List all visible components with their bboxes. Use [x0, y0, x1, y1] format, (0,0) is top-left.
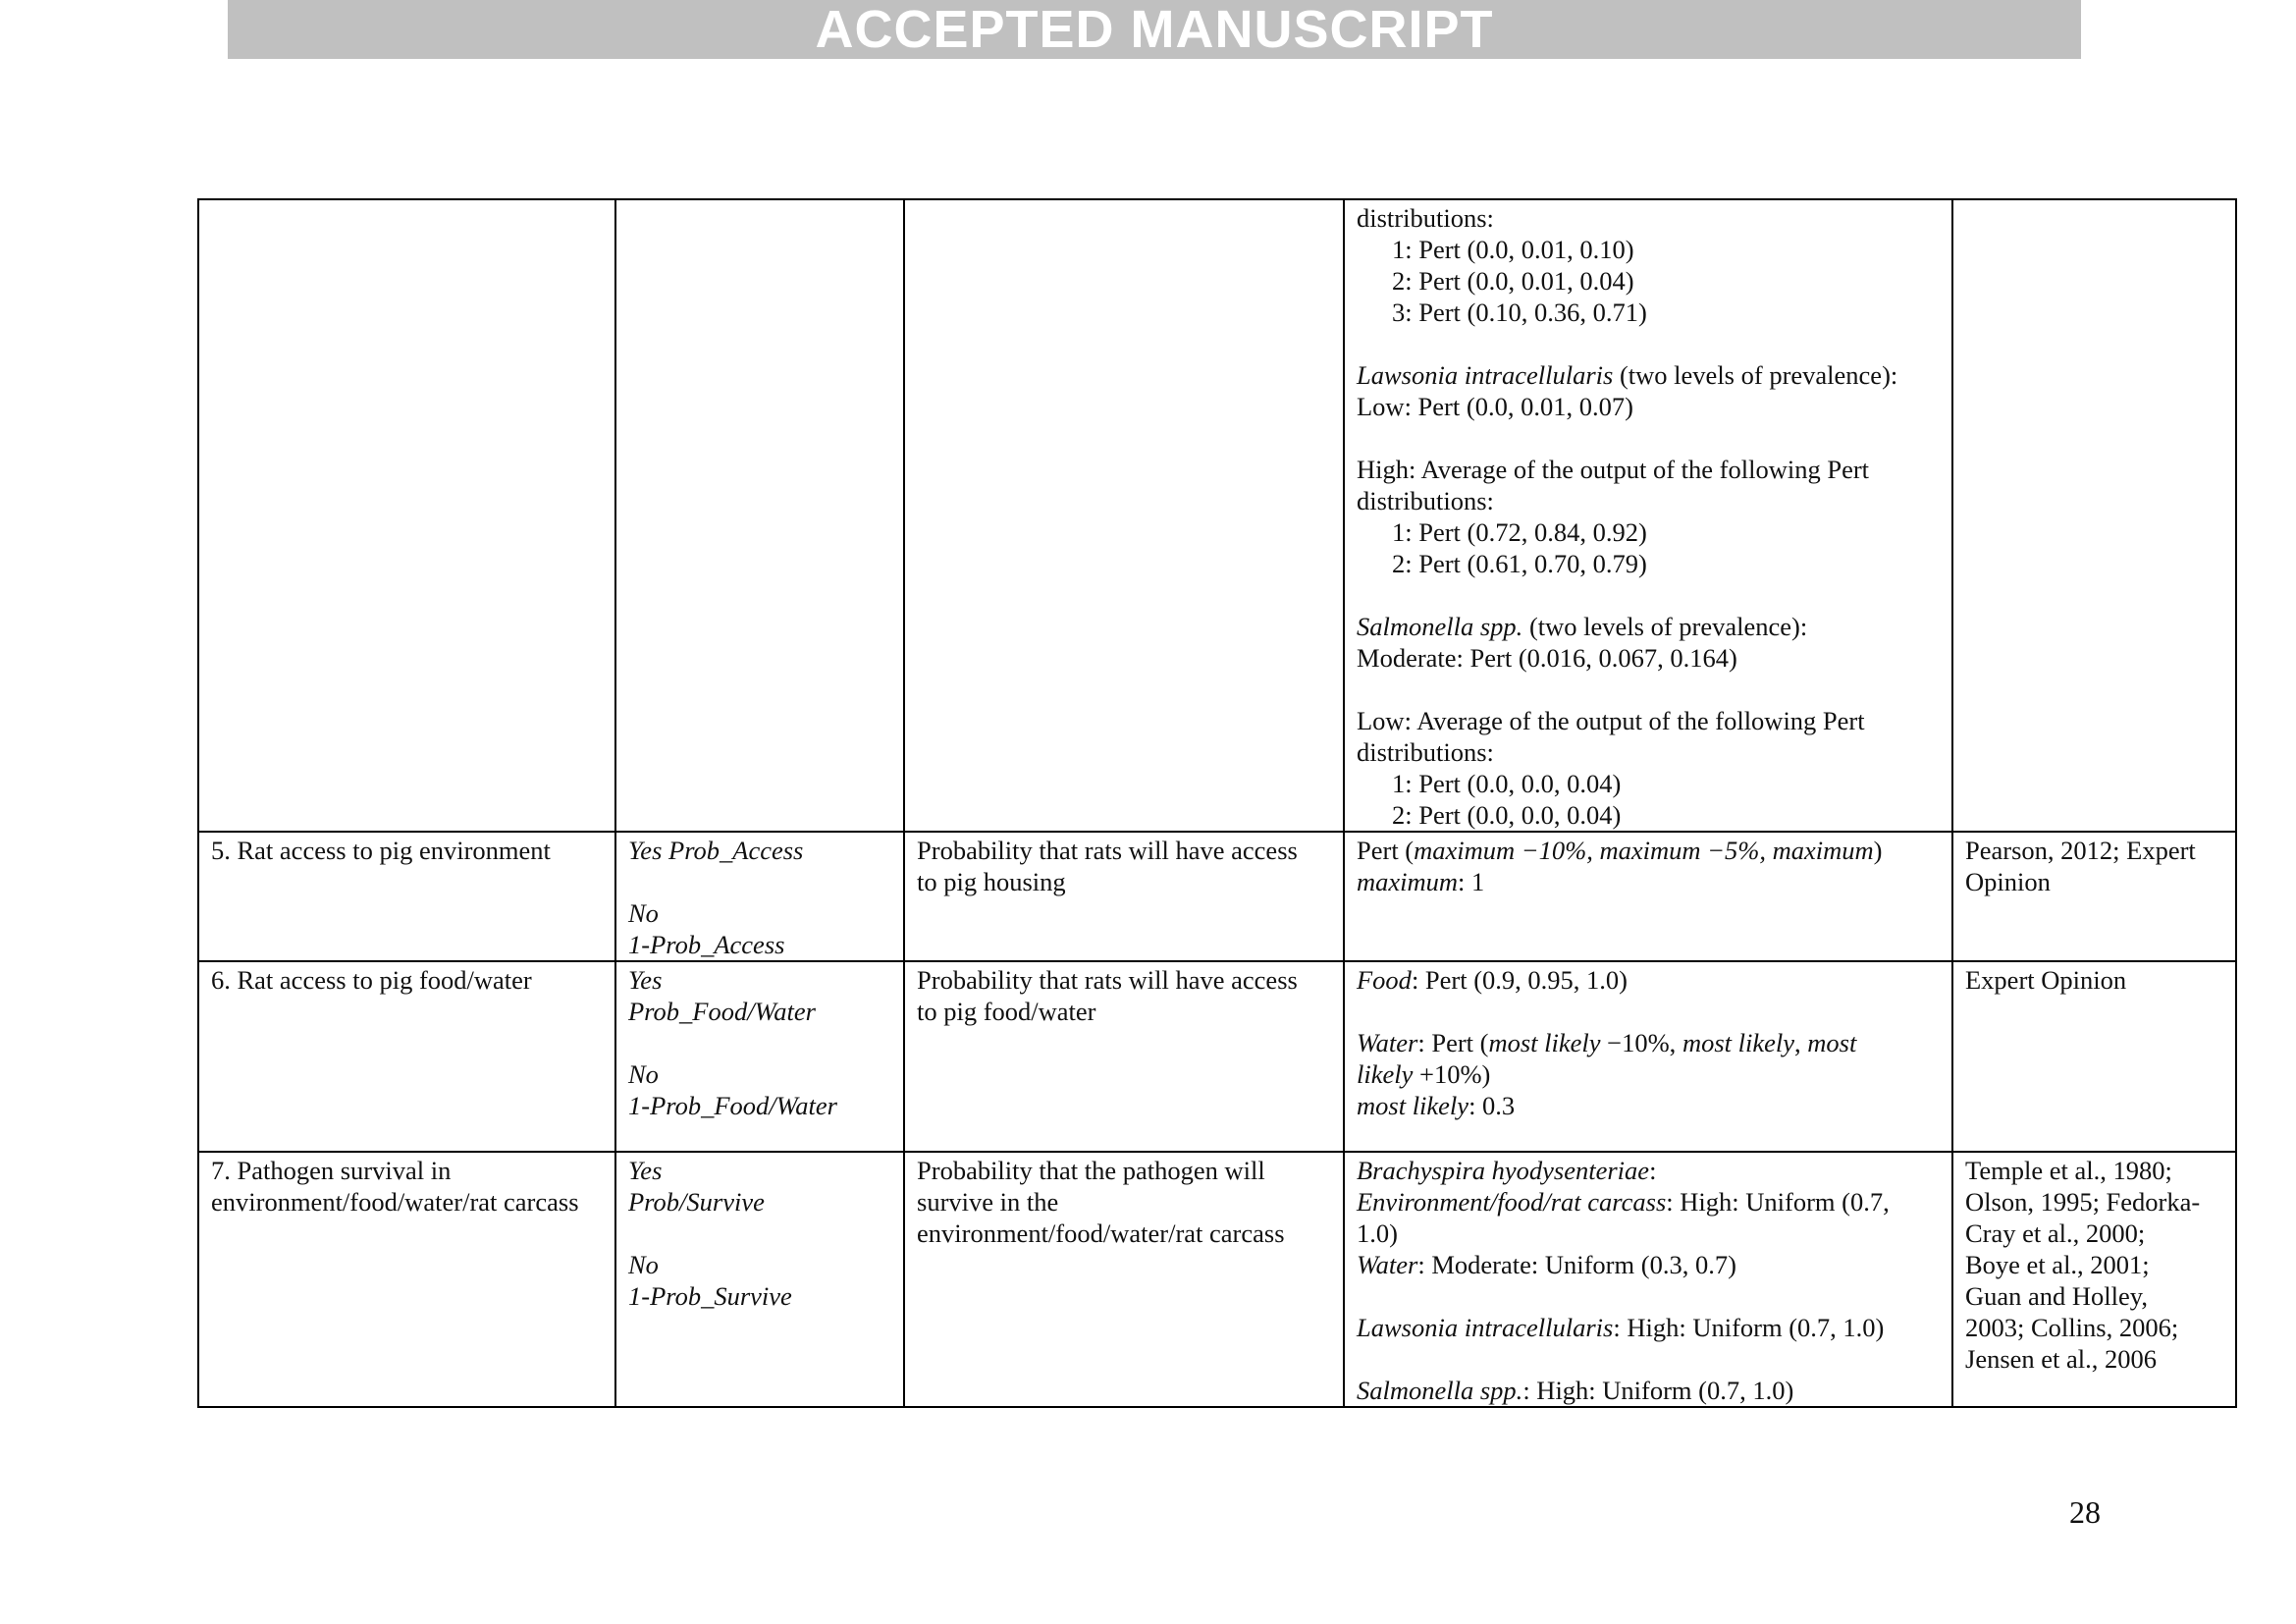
- description-line: Probability that rats will have access: [917, 965, 1298, 995]
- estimate-line: 2: Pert (0.61, 0.70, 0.79): [1392, 549, 1647, 578]
- description-line: to pig housing: [917, 867, 1066, 896]
- outcome-cell: [615, 1152, 904, 1407]
- outcome-line: No: [628, 1250, 659, 1279]
- estimate-line: 3: Pert (0.10, 0.36, 0.71): [1392, 298, 1647, 327]
- estimate-line: distributions:: [1357, 486, 1494, 515]
- outcome-line: Prob_Food/Water: [628, 997, 816, 1026]
- outcome-line: No: [628, 1059, 659, 1089]
- estimate-line: Food: Pert (0.9, 0.95, 1.0): [1357, 965, 1629, 995]
- estimate-line: 2: Pert (0.0, 0.01, 0.04): [1392, 266, 1634, 296]
- species-name: Lawsonia intracellularis: [1357, 360, 1614, 390]
- accepted-manuscript-banner: ACCEPTED MANUSCRIPT: [228, 0, 2081, 59]
- description-cell: [904, 961, 1344, 1152]
- estimate-line: maximum: 1: [1357, 867, 1485, 896]
- page-number: 28: [2069, 1494, 2101, 1530]
- estimate-line: Low: Average of the output of the following Pert: [1357, 706, 1865, 735]
- outcome-line: 1-Prob_Access: [628, 930, 785, 959]
- reference-cell: [1952, 1152, 2236, 1407]
- outcome-line: 1-Prob_Survive: [628, 1281, 792, 1311]
- estimate-line: 1.0): [1357, 1218, 1398, 1248]
- table-row-7: [198, 1152, 2236, 1407]
- outcome-cell: [615, 832, 904, 961]
- node-cell: [198, 832, 615, 961]
- estimate-line: likely +10%): [1357, 1059, 1491, 1089]
- reference-cell: [1952, 199, 2236, 832]
- estimate-line: 2: Pert (0.0, 0.0, 0.04): [1392, 800, 1622, 830]
- reference-line: Olson, 1995; Fedorka-: [1965, 1187, 2201, 1217]
- reference-line: Pearson, 2012; Expert: [1965, 836, 2196, 865]
- description-line: Probability that rats will have access: [917, 836, 1298, 865]
- estimate-line: High: Average of the output of the following Pert: [1357, 455, 1870, 484]
- estimate-line: distributions:: [1357, 737, 1494, 767]
- outcome-line: Yes: [628, 1156, 663, 1185]
- description-cell: [904, 832, 1344, 961]
- node-cell: [198, 1152, 615, 1407]
- node-label: 7. Pathogen survival in: [211, 1156, 452, 1185]
- description-line: environment/food/water/rat carcass: [917, 1218, 1285, 1248]
- estimate-line: Lawsonia intracellularis (two levels of prevalence):: [1357, 360, 1898, 390]
- description-cell: [904, 199, 1344, 832]
- reference-line: Expert Opinion: [1965, 965, 2127, 995]
- estimate-cell: [1344, 832, 1952, 961]
- estimate-line: Pert (maximum −10%, maximum −5%, maximum): [1357, 836, 1883, 865]
- estimate-line: Salmonella spp. (two levels of prevalence):: [1357, 612, 1808, 641]
- estimate-line: most likely: 0.3: [1357, 1091, 1516, 1120]
- species-name: Salmonella spp.: [1357, 612, 1523, 641]
- outcome-line: Yes: [628, 965, 663, 995]
- node-label: 5. Rat access to pig environment: [211, 836, 551, 865]
- node-cell: [198, 199, 615, 832]
- estimate-line: Brachyspira hyodysenteriae:: [1357, 1156, 1657, 1185]
- estimate-cell: [1344, 961, 1952, 1152]
- estimate-line: Salmonella spp.: High: Uniform (0.7, 1.0): [1357, 1376, 1794, 1405]
- estimate-cell: [1344, 199, 1952, 832]
- node-label: 6. Rat access to pig food/water: [211, 965, 532, 995]
- outcome-cell: [615, 961, 904, 1152]
- estimate-line: Water: Moderate: Uniform (0.3, 0.7): [1357, 1250, 1736, 1279]
- estimate-line: 1: Pert (0.0, 0.01, 0.10): [1392, 235, 1634, 264]
- reference-line: 2003; Collins, 2006;: [1965, 1313, 2179, 1342]
- outcome-line: Yes Prob_Access: [628, 836, 804, 865]
- description-line: survive in the: [917, 1187, 1059, 1217]
- reference-line: Boye et al., 2001;: [1965, 1250, 2150, 1279]
- estimate-line: Moderate: Pert (0.016, 0.067, 0.164): [1357, 643, 1737, 673]
- outcome-cell: [615, 199, 904, 832]
- outcome-line: 1-Prob_Food/Water: [628, 1091, 837, 1120]
- estimate-line: Environment/food/rat carcass: High: Uniform (0.7,: [1357, 1187, 1890, 1217]
- table-row-continued: [198, 199, 2236, 832]
- estimate-line: Low: Pert (0.0, 0.01, 0.07): [1357, 392, 1633, 421]
- reference-line: Guan and Holley,: [1965, 1281, 2148, 1311]
- estimate-line: Lawsonia intracellularis: High: Uniform (0.7, 1.0): [1357, 1313, 1885, 1342]
- estimate-line: Water: Pert (most likely −10%, most likely, most: [1357, 1028, 1857, 1057]
- node-label: environment/food/water/rat carcass: [211, 1187, 579, 1217]
- reference-line: Opinion: [1965, 867, 2051, 896]
- reference-line: Temple et al., 1980;: [1965, 1156, 2172, 1185]
- node-cell: [198, 961, 615, 1152]
- estimate-line: distributions:: [1357, 203, 1494, 233]
- estimate-cell: [1344, 1152, 1952, 1407]
- description-cell: [904, 1152, 1344, 1407]
- table-row-6: [198, 961, 2236, 1152]
- estimate-line: 1: Pert (0.0, 0.0, 0.04): [1392, 769, 1622, 798]
- reference-line: Jensen et al., 2006: [1965, 1344, 2158, 1374]
- parameter-table: [197, 198, 2237, 1408]
- description-line: Probability that the pathogen will: [917, 1156, 1265, 1185]
- description-line: to pig food/water: [917, 997, 1096, 1026]
- reference-cell: [1952, 832, 2236, 961]
- outcome-line: Prob/Survive: [628, 1187, 765, 1217]
- reference-cell: [1952, 961, 2236, 1152]
- estimate-line: 1: Pert (0.72, 0.84, 0.92): [1392, 517, 1647, 547]
- table-row-5: [198, 832, 2236, 961]
- outcome-line: No: [628, 898, 659, 928]
- reference-line: Cray et al., 2000;: [1965, 1218, 2146, 1248]
